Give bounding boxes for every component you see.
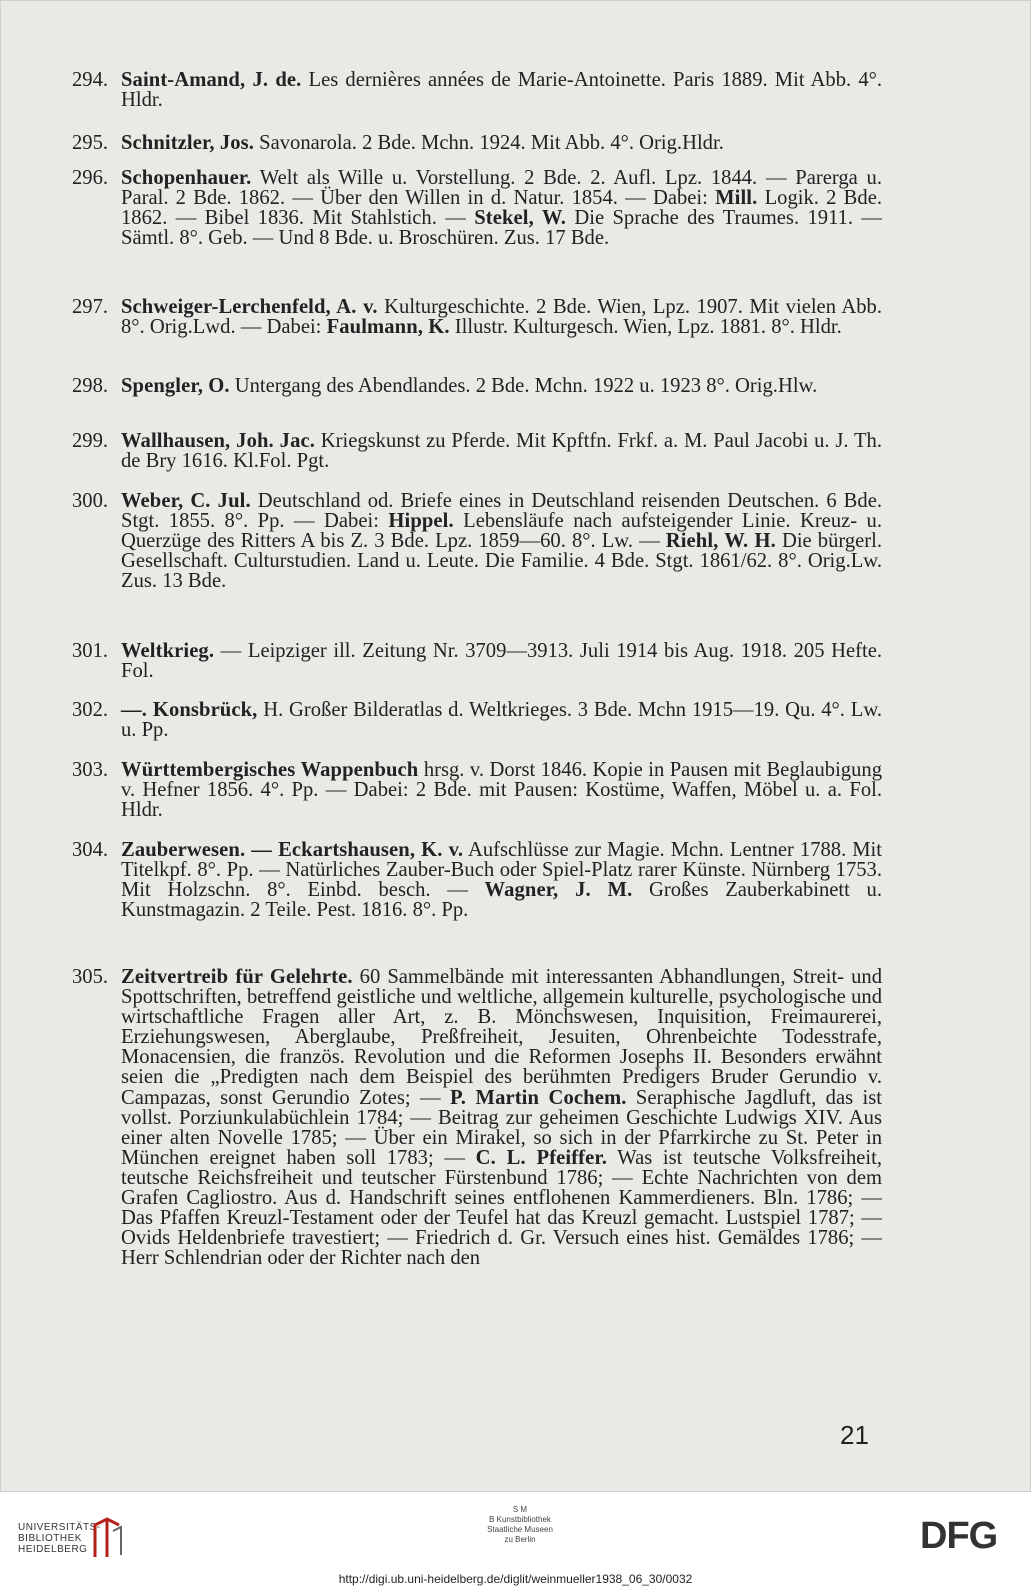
source-url-link[interactable]: http://digi.ub.uni-heidelberg.de/diglit/weinmueller1938_06_30/0032 — [338, 1572, 693, 1586]
entry-author: Stekel, W. — [474, 207, 566, 230]
uni-line1: UNIVERSITÄTS- — [18, 1522, 101, 1533]
entry-number: 304. — [72, 839, 109, 861]
entry-text — [121, 840, 882, 920]
catalog-entry — [72, 760, 882, 820]
kb-line1: S M — [512, 1505, 528, 1514]
entry-description: Welt als Wille u. Vorstellung. 2 Bde. 2. Aufl. Lpz. 1844. — Parerga u. Paral. 2 Bde. 1862. — Über den Willen in d. Natur. 1854. — Dabei: — [121, 167, 882, 210]
entry-description: Savonarola. 2 Bde. Mchn. 1924. Mit Abb. 4°. Orig.Hldr. — [254, 132, 724, 154]
entry-description: H. Großer Bilderatlas d. Weltkrieges. 3 Bde. Mchn 1915—19. Qu. 4°. Lw. u. Pp. — [121, 699, 882, 742]
entry-number: 297. — [72, 296, 109, 318]
entry-author: Wagner, J. M. — [484, 879, 633, 902]
entry-number: 296. — [72, 167, 109, 189]
entry-description: Illustr. Kulturgesch. Wien, Lpz. 1881. 8°. Hldr. — [449, 316, 842, 339]
entry-description: Die bürgerl. Gesellschaft. Culturstudien. Land u. Leute. Die Familie. 4 Bde. Stgt. 1861/62. 8°. Orig.Lw. Zus. 13 Bde. — [121, 530, 883, 593]
catalog-entry — [72, 491, 882, 591]
kb-line3: Staatliche Museen — [487, 1525, 553, 1534]
entry-author: Württembergisches Wappenbuch — [121, 759, 419, 781]
entry-author: Hippel. — [388, 510, 454, 533]
entry-author: Zeitvertreib für Gelehrte. — [121, 966, 353, 988]
entry-text — [121, 168, 882, 248]
entry-text — [121, 967, 882, 1268]
entry-description: Seraphische Jagdluft, das ist vollst. Porziunkulabüchlein 1784; — Beitrag zur geheimen Geschichte Ludwigs XIV. Aus einer alten Novelle 1785; — Über ein Mirakel, so sich in der Pfarrkirche zu St. Peter in München ereignet haben soll 1783; — — [121, 1086, 882, 1169]
entry-author: Faulmann, K. — [326, 316, 450, 339]
entry-text — [121, 491, 882, 591]
entry-description: 60 Sammelbände mit interessanten Abhandlungen, Streit- und Spottschriften, betreffend geistliche und weltliche, allgemein kulturelle, psychologische und wirtschaftliche Fragen aller Art, z. B. Mönchswesen, Inquisition, Freimaurerei, Erziehungswesen, Aberglaube, Preßfreiheit, Jesuiten, Ohrenbeichte Todesstrafe, Monacensien, die französ. Revolution und die Reformen Josephs II. Besonders erwähnt seien die „Predigten nach dem Beispiel des berühmten Predigers Bruder Gerundio v. Campazas, sonst Gerundio Zotes; — — [121, 966, 882, 1109]
heidelberg-library-logo — [18, 1522, 101, 1555]
entry-number: 294. — [72, 69, 109, 91]
dfg-logo: DFG — [920, 1515, 998, 1557]
entry-number: 299. — [72, 430, 109, 452]
catalog-entry — [72, 967, 882, 1268]
entry-author: Wallhausen, Joh. Jac. — [121, 430, 315, 452]
entry-text — [121, 297, 882, 337]
entry-description: Kriegskunst zu Pferde. Mit Kpftfn. Frkf. a. M. Paul Jacobi u. J. Th. de Bry 1616. Kl.Fol. Pgt. — [121, 430, 882, 473]
uni-line2: BIBLIOTHEK — [18, 1533, 82, 1544]
entry-author: Riehl, W. H. — [665, 530, 776, 553]
entry-text — [121, 760, 882, 820]
entry-author: Saint-Amand, J. de. — [121, 69, 302, 91]
catalog-entry — [72, 641, 882, 681]
entry-author: Zauberwesen. — Eckartshausen, K. v. — [121, 839, 464, 861]
entry-text — [121, 70, 882, 110]
entry-description: Lebensläufe nach aufsteigender Linie. Kreuz- u. Querzüge des Ritters A bis Z. 3 Bde. Lpz. 1859—60. 8°. Lw. — — [121, 510, 882, 553]
entry-description: Deutschland od. Briefe eines in Deutschland reisenden Deutschen. 6 Bde. Stgt. 1855. 8°. Pp. — Dabei: — [121, 490, 883, 533]
entry-author: Weltkrieg. — [121, 640, 215, 662]
entry-description: Logik. 2 Bde. 1862. — Bibel 1836. Mit Stahlstich. — — [121, 187, 882, 230]
entry-author: Weber, C. Jul. — [121, 490, 251, 512]
catalog-entry — [72, 297, 882, 337]
kb-line2: B Kunstbibliothek — [489, 1515, 551, 1524]
entry-number: 303. — [72, 759, 109, 781]
catalog-entry — [72, 840, 882, 920]
entry-description: Aufschlüsse zur Magie. Mchn. Lentner 1788. Mit Titelkpf. 8°. Pp. — Natürliches Zauber-Buch oder Spiel-Platz rarer Künste. Nürnberg 1753. Mit Holzschn. 8°. Einbd. besch. — — [121, 839, 882, 902]
entry-number: 295. — [72, 132, 109, 154]
entry-author: Spengler, O. — [121, 375, 230, 397]
entry-description: Die Sprache des Traumes. 1911. — Sämtl. 8°. Geb. — Und 8 Bde. u. Broschüren. Zus. 17 Bde. — [121, 207, 883, 250]
entry-author: Schweiger-Lerchenfeld, A. v. — [121, 296, 378, 318]
entry-number: 300. — [72, 490, 109, 512]
entry-text — [121, 133, 882, 153]
entry-text — [121, 700, 882, 740]
entry-author: Schnitzler, Jos. — [121, 132, 254, 154]
entry-number: 301. — [72, 640, 109, 662]
catalog-entry — [72, 431, 882, 471]
entry-text — [121, 641, 882, 681]
kb-line4: zu Berlin — [504, 1535, 536, 1544]
catalog-entry — [72, 70, 882, 110]
kunstbibliothek-logo — [440, 1505, 600, 1545]
entry-number: 302. — [72, 699, 109, 721]
entry-number: 298. — [72, 375, 109, 397]
entry-description: Untergang des Abendlandes. 2 Bde. Mchn. 1922 u. 1923 8°. Orig.Hlw. — [229, 375, 818, 397]
entry-description: Les dernières années de Marie-Antoinette. Paris 1889. Mit Abb. 4°. Hldr. — [121, 69, 882, 112]
entry-description: Was ist teutsche Volksfreiheit, teutsche Reichsfreiheit und teutscher Fürstenbund 1786; — Echte Nachrichten von dem Grafen Cagliostro. Aus d. Handschrift seines entflohenen Kammerdieners. Bln. 1786; — Das Pfaffen Kreuzl-Testament oder der Teufel hat das Kreuzl gemacht. Lustspiel 1787; — Ovids Heldenbriefe travestiert; — Friedrich d. Gr. Versuch eines hist. Gemäldes 1786; — Herr Schlendrian oder der Richter nach den — [121, 1146, 882, 1270]
catalog-entry — [72, 133, 882, 153]
entry-description: hrsg. v. Dorst 1846. Kopie in Pausen mit Beglaubigung v. Hefner 1856. 4°. Pp. — Dabei: 2 Bde. mit Pausen: Kostüme, Waffen, Möbel u. a. Fol. Hldr. — [121, 759, 882, 822]
entry-description: Kulturgeschichte. 2 Bde. Wien, Lpz. 1907. Mit vielen Abb. 8°. Orig.Lwd. — Dabei: — [121, 296, 882, 339]
entry-text — [121, 376, 882, 396]
page-number: 21 — [840, 1420, 869, 1450]
entry-description: Großes Zauberkabinett u. Kunstmagazin. 2 Teile. Pest. 1816. 8°. Pp. — [121, 879, 882, 922]
entry-author: —. Konsbrück, — [121, 699, 258, 721]
catalog-entry — [72, 700, 882, 740]
entry-description: — Leipziger ill. Zeitung Nr. 3709—3913. Juli 1914 bis Aug. 1918. 205 Hefte. Fol. — [121, 640, 882, 683]
entry-number: 305. — [72, 966, 109, 988]
catalog-entry — [72, 376, 882, 396]
catalog-entry — [72, 168, 882, 248]
uni-line3: HEIDELBERG — [18, 1544, 88, 1555]
entry-author: Schopenhauer. — [121, 167, 252, 189]
entry-author: Mill. — [715, 187, 758, 210]
heidelberg-mark-icon — [91, 1517, 125, 1559]
entry-author: C. L. Pfeiffer. — [475, 1146, 607, 1169]
entry-text — [121, 431, 882, 471]
entry-author: P. Martin Cochem. — [450, 1086, 627, 1109]
